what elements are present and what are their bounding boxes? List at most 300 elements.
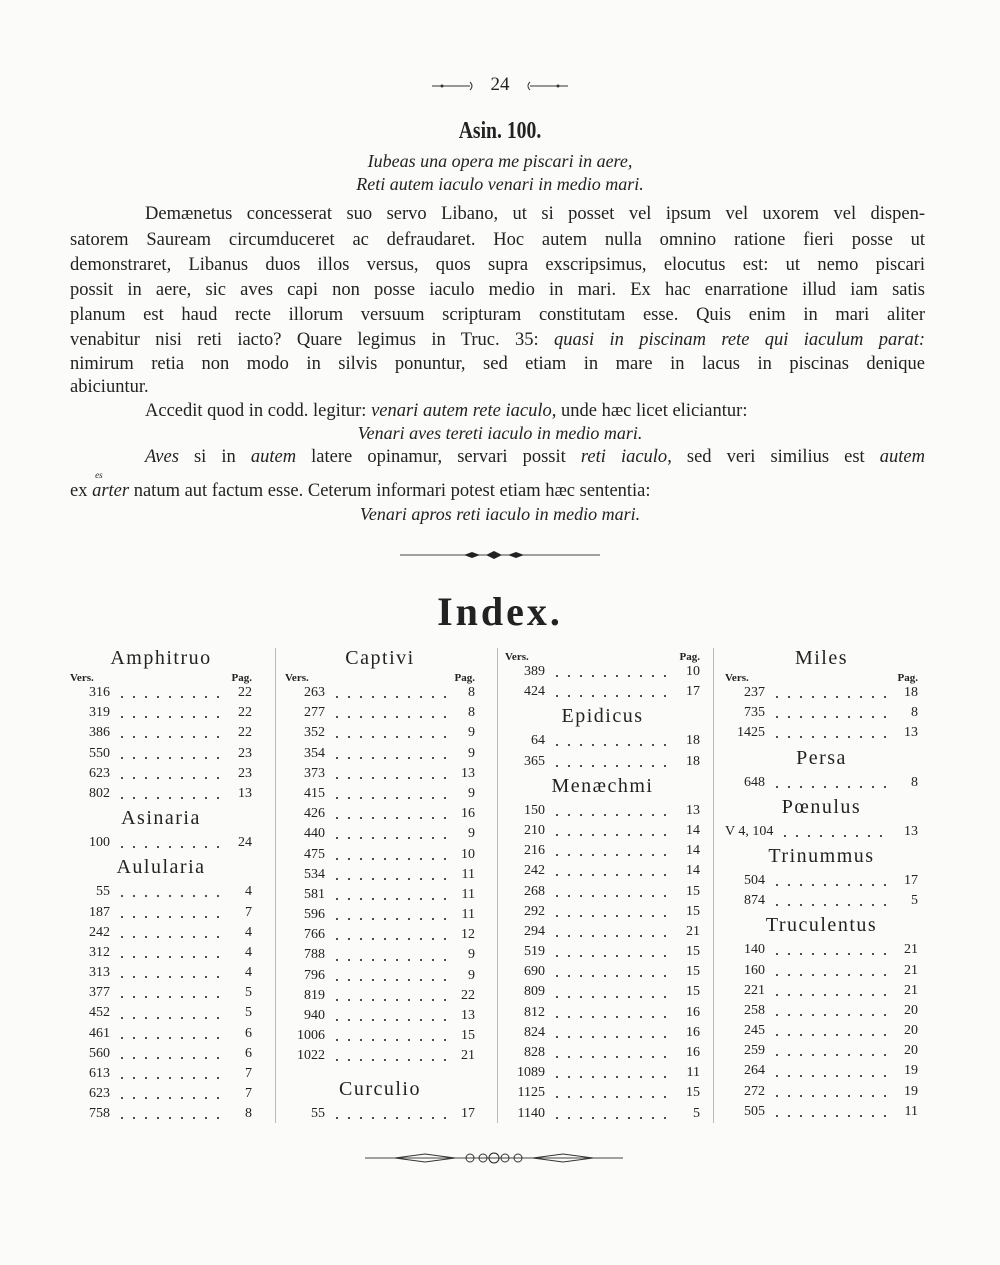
italic-quote: reti iaculo [580,447,668,467]
text-line [145,401,925,421]
verse-number: 294 [524,923,545,939]
column-header [285,673,475,683]
index-row [505,731,700,751]
index-row [505,1083,700,1103]
index-row [505,1104,700,1124]
text-segment: , unde hæc licet eliciantur: [551,401,748,421]
play-title: Captivi [345,647,415,669]
dot-leader [331,885,447,905]
verse-number: 796 [304,967,325,983]
index-row [725,1001,918,1021]
page-reference: 19 [904,1063,918,1079]
text-segment: venabitur nisi reti iacto? Quare legimus in Truc. 35: [70,330,554,350]
verse-number: 940 [304,1008,325,1023]
dot-leader [331,845,447,865]
page-reference: 16 [686,1024,700,1040]
vers-header: Vers. [505,651,529,663]
page-reference: 21 [461,1048,475,1064]
index-row [285,723,475,743]
page-reference: 15 [686,1085,700,1101]
vers-header: Vers. [70,672,94,684]
index-row [505,962,700,982]
dot-leader [116,1044,224,1064]
verse-number: 824 [524,1024,545,1040]
pag-header: Pag. [231,672,252,684]
index-column [285,644,475,1124]
dot-leader [771,871,890,891]
index-row [70,882,252,902]
index-section [505,772,700,1124]
page-reference: 17 [686,684,700,700]
dot-leader [331,723,447,743]
dot-leader [331,784,447,804]
index-row [725,822,918,842]
italic-quote: Venari apros reti iaculo in medio mari. [359,504,641,524]
text-line [70,470,925,501]
verse-number: 316 [89,685,110,700]
index-row [505,841,700,861]
page-reference: 11 [904,1103,918,1119]
page-reference: 21 [904,982,918,998]
index-row [725,891,918,911]
verse-number: 504 [744,872,765,888]
text-segment: abiciuntur. [70,377,149,397]
index-row [70,943,252,963]
verse-number: 263 [304,685,325,700]
verse-number: 828 [524,1045,545,1060]
page-number [0,74,1000,96]
page-reference: 11 [461,886,475,902]
index-row [725,961,918,981]
index-row [285,804,475,824]
index-row [505,1063,700,1083]
index-row [70,683,252,703]
play-title: Truculentus [765,914,878,937]
page-reference: 5 [911,893,918,909]
dot-leader [551,1043,672,1063]
dot-leader [116,744,224,764]
page-reference: 5 [245,985,252,1001]
dot-leader [551,1023,672,1043]
verse-number: 1140 [517,1105,545,1121]
page-reference: 15 [686,883,700,899]
dot-leader [331,865,447,885]
dot-leader [551,841,672,861]
page-reference: 15 [686,944,700,960]
index-row [70,983,252,1003]
page-reference: 8 [911,705,918,721]
verse-number: 581 [304,886,325,902]
verse-number: 809 [524,984,545,1000]
page-number-text: 24 [490,74,510,95]
dot-leader [331,966,447,986]
verse-number: 812 [524,1004,545,1020]
dot-leader [551,662,672,682]
page-reference: 14 [686,822,700,838]
dot-leader [771,1102,890,1122]
verse-number: 354 [304,745,325,761]
column-header [725,673,918,683]
index-row [725,723,918,743]
index-row [505,1023,700,1043]
verse-number: 259 [744,1043,765,1059]
page-reference: 14 [686,843,700,859]
dot-leader [771,940,890,960]
page-reference: 17 [904,872,918,888]
dot-leader [551,882,672,902]
verse-number: 415 [304,785,325,801]
page-reference: 16 [686,1045,700,1060]
index-row [285,845,475,865]
page-reference: 12 [461,927,475,943]
verse-number: 373 [304,765,325,781]
index-section [70,804,252,853]
dot-leader [771,683,890,703]
text-segment: ex [70,481,93,501]
divider-ornament-icon [400,549,600,561]
page-reference: 11 [461,866,475,882]
index-row [285,966,475,986]
page-reference: 10 [461,846,475,862]
verse-number: 505 [744,1103,765,1119]
index-row [725,871,918,891]
verse-number: 758 [89,1106,110,1122]
verse-number: 268 [524,883,545,899]
dot-leader [771,723,890,743]
page-reference: 4 [245,944,252,960]
text-segment: natum aut factum esse. Ceterum informari potest etiam hæc sententia: [129,481,651,501]
word: arter [92,481,130,501]
index-section [505,702,700,771]
text-segment: possit in aere, sic aves capi non posse iaculo medio in mari. Ex hac enarratione illud iam satis [70,280,925,300]
italic-quote: venari autem rete iaculo [371,401,552,421]
page-reference: 22 [461,987,475,1003]
dot-leader [771,773,890,793]
page-reference: 20 [904,1043,918,1059]
verse-number: 389 [524,664,545,679]
index-row [285,986,475,1006]
index-row [725,773,918,793]
verse-number: 352 [304,725,325,741]
verse-number: 623 [89,765,110,781]
verse-number: 475 [304,846,325,862]
index-row [285,925,475,945]
dot-leader [116,784,224,804]
index-row [70,1044,252,1064]
page-reference: 15 [686,964,700,980]
verse-number: 292 [524,903,545,919]
page-reference: 7 [245,904,252,920]
page-reference: 14 [686,863,700,879]
text-line [145,204,925,224]
column-header [505,652,700,662]
dot-leader [771,1021,890,1041]
index-row [285,885,475,905]
verse-number: 802 [89,785,110,801]
dot-leader [116,1064,224,1084]
verse-number: V 4, 104 [725,823,774,839]
page-reference: 15 [686,984,700,1000]
page-reference: 9 [468,826,475,842]
verse-number: 1125 [517,1085,545,1101]
index-row [70,1104,252,1124]
dot-leader [771,1001,890,1021]
index-row [70,744,252,764]
text-line [0,423,1000,444]
verse-number: 426 [304,806,325,822]
play-title: Amphitruo [110,647,212,669]
verse-number: 313 [89,965,110,981]
verse-number: 690 [524,964,545,980]
verse-number: 242 [524,863,545,879]
text-line [70,280,925,300]
index-row [505,1043,700,1063]
page-reference: 4 [245,924,252,940]
page-reference: 16 [461,806,475,822]
page-reference: 13 [461,1008,475,1023]
index-row [505,821,700,841]
dot-leader [551,1003,672,1023]
pag-header: Pag. [679,651,700,663]
page-reference: 15 [461,1028,475,1044]
index-row [725,1021,918,1041]
text-line [70,330,925,350]
text-segment: , sed veri similius est [667,447,880,467]
verse-number: 874 [744,893,765,909]
page-reference: 11 [686,1065,700,1081]
page-reference: 13 [686,802,700,818]
verse-number: 210 [524,822,545,838]
index-row [285,1026,475,1046]
verse-number: 258 [744,1002,765,1018]
dot-leader [116,683,224,703]
end-ornament-icon [365,1150,623,1166]
play-title: Trinummus [768,844,875,867]
play-title: Miles [794,647,849,669]
verse-number: 365 [524,753,545,769]
verse-number: 735 [744,705,765,721]
italic-quote [92,470,130,501]
section-heading: Asin. 100. [458,118,542,144]
text-segment: nimirum retia non modo in silvis ponuntur, sed etiam in mare in lacus in piscinas denique [70,354,925,374]
verse-number: 386 [89,725,110,741]
dot-leader [116,1004,224,1024]
verse-number: 187 [89,904,110,920]
index-row [285,744,475,764]
dot-leader [771,981,890,1001]
verse-number: 150 [524,802,545,818]
page-reference: 19 [904,1083,918,1099]
page-reference: 9 [468,745,475,761]
play-title: Pœnulus [781,795,862,818]
text-line [70,305,925,325]
dot-leader [551,1063,672,1083]
dot-leader [116,923,224,943]
left-ornament-icon [432,81,476,91]
dot-leader [116,1104,224,1124]
dot-leader [331,905,447,925]
page-reference: 7 [245,1066,252,1081]
page-reference: 6 [245,1025,252,1041]
page-reference: 23 [238,765,252,781]
dot-leader [771,1062,890,1082]
column-divider [275,648,276,1123]
dot-leader [331,683,447,703]
index-row [725,1082,918,1102]
page-reference: 20 [904,1023,918,1039]
verse-number: 140 [744,942,765,958]
index-section [725,644,918,744]
play-title: Aulularia [116,856,206,879]
index-row [70,833,252,853]
superscript-correction: es [95,470,103,480]
play-title: Curculio [339,1077,421,1100]
index-row [285,1006,475,1026]
page-reference: 13 [238,785,252,801]
page-reference: 17 [461,1105,475,1121]
page-reference: 15 [686,903,700,919]
dot-leader [771,703,890,723]
verse-number: 766 [304,927,325,943]
italic-quote: Venari aves tereti iaculo in medio mari. [357,423,643,443]
column-header [70,673,252,683]
index-row [505,902,700,922]
index-row [70,723,252,743]
verse-number: 272 [744,1083,765,1099]
page-reference: 5 [245,1005,252,1021]
page-reference: 7 [245,1086,252,1102]
index-row [505,752,700,772]
dot-leader [551,752,672,772]
text-segment: demonstraret, Libanus duos illos versus, quos supra exscripsimus, elocutus est: ut nemo piscari [70,255,925,275]
verse-number: 452 [89,1005,110,1021]
verse-number: 377 [89,985,110,1001]
index-section [725,911,918,1122]
index-row [285,905,475,925]
page-reference: 22 [238,725,252,741]
page-reference: 9 [468,947,475,963]
page-reference: 18 [686,733,700,749]
dot-leader [116,1024,224,1044]
page-reference: 9 [468,967,475,983]
dot-leader [331,744,447,764]
index-row [725,703,918,723]
verse-number: 1425 [737,725,765,741]
pag-header: Pag. [454,672,475,684]
index-row [725,981,918,1001]
verse-number: 424 [524,684,545,700]
index-section [70,853,252,1124]
play-title: Asinaria [121,807,201,830]
index-row [725,1102,918,1122]
verse-number: 277 [304,705,325,721]
page-reference: 9 [468,725,475,741]
dot-leader [116,764,224,784]
verse-number: 560 [89,1045,110,1061]
page-reference: 24 [238,835,252,851]
play-title: Persa [796,746,847,769]
verse-number: 160 [744,962,765,978]
verse-number: 596 [304,907,325,923]
play-title: Epidicus [561,705,644,728]
index-column [505,652,700,1124]
right-ornament-icon [524,81,568,91]
verse-number: 613 [89,1066,110,1081]
page-reference: 9 [468,785,475,801]
dot-leader [771,961,890,981]
dot-leader [331,804,447,824]
page-reference: 13 [461,765,475,781]
dot-leader [771,1041,890,1061]
text-line [145,447,925,467]
dot-leader [331,1104,447,1124]
vers-header: Vers. [285,672,309,684]
dot-leader [551,1104,672,1124]
dot-leader [551,983,672,1003]
dot-leader [331,946,447,966]
index-row [285,1104,475,1124]
text-line [70,354,925,374]
dot-leader [551,731,672,751]
verse-number: 440 [304,826,325,842]
verse-number: 245 [744,1023,765,1039]
text-line [0,504,1000,525]
index-section [285,1075,475,1124]
page-reference: 6 [245,1045,252,1061]
dot-leader [551,801,672,821]
dot-leader [551,922,672,942]
italic-quote: quasi in piscinam rete qui iaculum parat: [554,330,925,350]
vers-header: Vers. [725,672,749,684]
verse-number: 221 [744,982,765,998]
text-segment: Accedit quod in codd. legitur: [145,401,372,421]
dot-leader [551,821,672,841]
dot-leader [116,723,224,743]
page-reference: 10 [686,664,700,679]
play-title: Menæchmi [551,774,654,797]
dot-leader [116,983,224,1003]
verse-number: 312 [89,944,110,960]
index-title: Index. [437,589,563,634]
verse-number: 819 [304,987,325,1003]
index-column [70,644,252,1125]
dot-leader [116,903,224,923]
dot-leader [551,902,672,922]
index-row [725,683,918,703]
page-reference: 18 [904,685,918,700]
verse-number: 1089 [517,1065,545,1081]
verse-number: 237 [744,685,765,700]
dot-leader [551,861,672,881]
verse-number: 55 [96,884,110,900]
page-reference: 13 [904,725,918,741]
verse-number: 1006 [297,1028,325,1044]
verse-number: 788 [304,947,325,963]
index-section [285,644,475,1067]
dot-leader [331,703,447,723]
index-row [285,784,475,804]
dot-leader [331,925,447,945]
dot-leader [331,764,447,784]
index-row [70,963,252,983]
page-reference: 16 [686,1004,700,1020]
verse-number: 55 [311,1105,325,1121]
index-row [285,865,475,885]
verse-number: 550 [89,745,110,761]
verse-number: 1022 [297,1048,325,1064]
verse-number: 461 [89,1025,110,1041]
page-reference: 22 [238,705,252,721]
